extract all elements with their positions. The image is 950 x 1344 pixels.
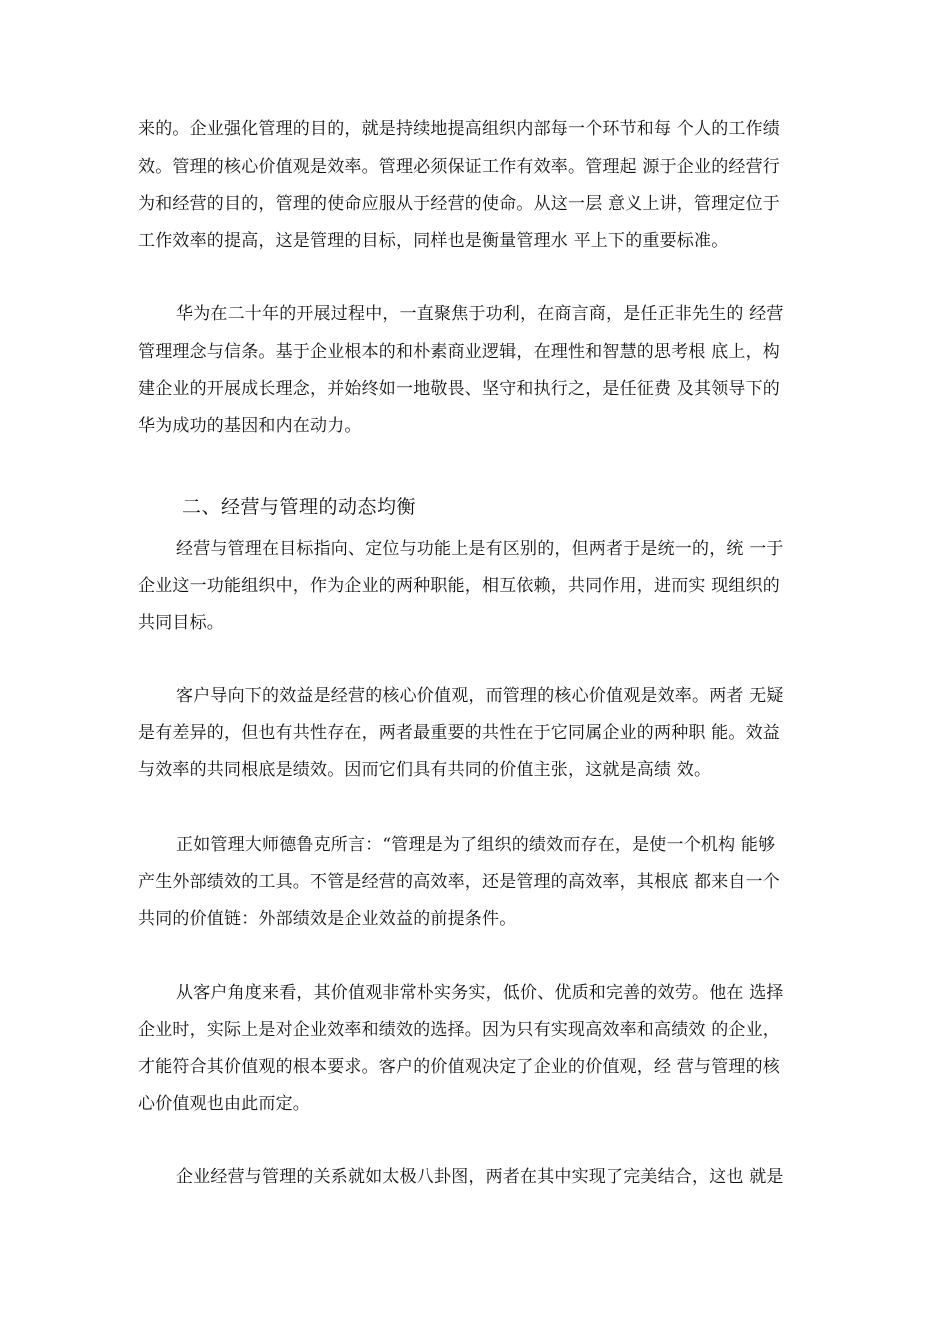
text-line: 才能符合其价值观的根本要求。客户的价值观决定了企业的价值观，经 营与管理的核 bbox=[138, 1057, 781, 1077]
text-line: 共同目标。 bbox=[138, 613, 224, 633]
section-heading: 二、经营与管理的动态均衡 bbox=[182, 496, 417, 518]
text-line: 企业这一功能组织中，作为企业的两种职能，相互依赖，共同作用，进而实 现组织的 bbox=[138, 576, 781, 596]
text-line: 华为成功的基因和内在动力。 bbox=[138, 416, 362, 436]
text-line: 为和经营的目的，管理的使命应服从于经营的使命。从这一层 意义上讲，管理定位于 bbox=[138, 194, 781, 214]
text-line: 心价值观也由此而定。 bbox=[138, 1094, 310, 1114]
text-line: 效。管理的核心价值观是效率。管理必须保证工作有效率。管理起 源于企业的经营行 bbox=[138, 157, 781, 177]
text-line: 产生外部绩效的工具。不管是经营的高效率，还是管理的高效率，其根底 都来自一个 bbox=[138, 872, 781, 892]
text-line: 是有差异的，但也有共性存在，两者最重要的共性在于它同属企业的两种职 能。效益 bbox=[138, 723, 781, 743]
text-line: 企业时，实际上是对企业效率和绩效的选择。因为只有实现高效率和高绩效 的企业， bbox=[138, 1020, 781, 1040]
text-line: 来的。企业强化管理的目的，就是持续地提高组织内部每一个环节和每 个人的工作绩 bbox=[138, 119, 781, 139]
text-line: 正如管理大师德鲁克所言：“管理是为了组织的绩效而存在，是使一个机构 能够 bbox=[176, 835, 776, 855]
text-line: 华为在二十年的开展过程中，一直聚焦于功利，在商言商，是任正非先生的 经营 bbox=[176, 304, 784, 324]
text-line: 管理理念与信条。基于企业根本的和朴素商业逻辑，在理性和智慧的思考根 底上，构 bbox=[138, 342, 781, 362]
text-line: 企业经营与管理的关系就如太极八卦图，两者在其中实现了完美结合，这也 就是 bbox=[176, 1167, 784, 1187]
text-line: 共同的价值链：外部绩效是企业效益的前提条件。 bbox=[138, 909, 517, 929]
text-line: 客户导向下的效益是经营的核心价值观，而管理的核心价值观是效率。两者 无疑 bbox=[176, 686, 784, 706]
text-line: 建企业的开展成长理念，并始终如一地敬畏、坚守和执行之，是任征费 及其领导下的 bbox=[138, 379, 781, 399]
text-line: 工作效率的提高，这是管理的目标，同样也是衡量管理水 平上下的重要标准。 bbox=[138, 231, 729, 251]
text-line: 与效率的共同根底是绩效。因而它们具有共同的价值主张，这就是高绩 效。 bbox=[138, 760, 712, 780]
text-line: 从客户角度来看，其价值观非常朴实务实，低价、优质和完善的效劳。他在 选择 bbox=[176, 983, 784, 1003]
text-line: 经营与管理在目标指向、定位与功能上是有区别的，但两者于是统一的，统 一于 bbox=[176, 539, 784, 559]
